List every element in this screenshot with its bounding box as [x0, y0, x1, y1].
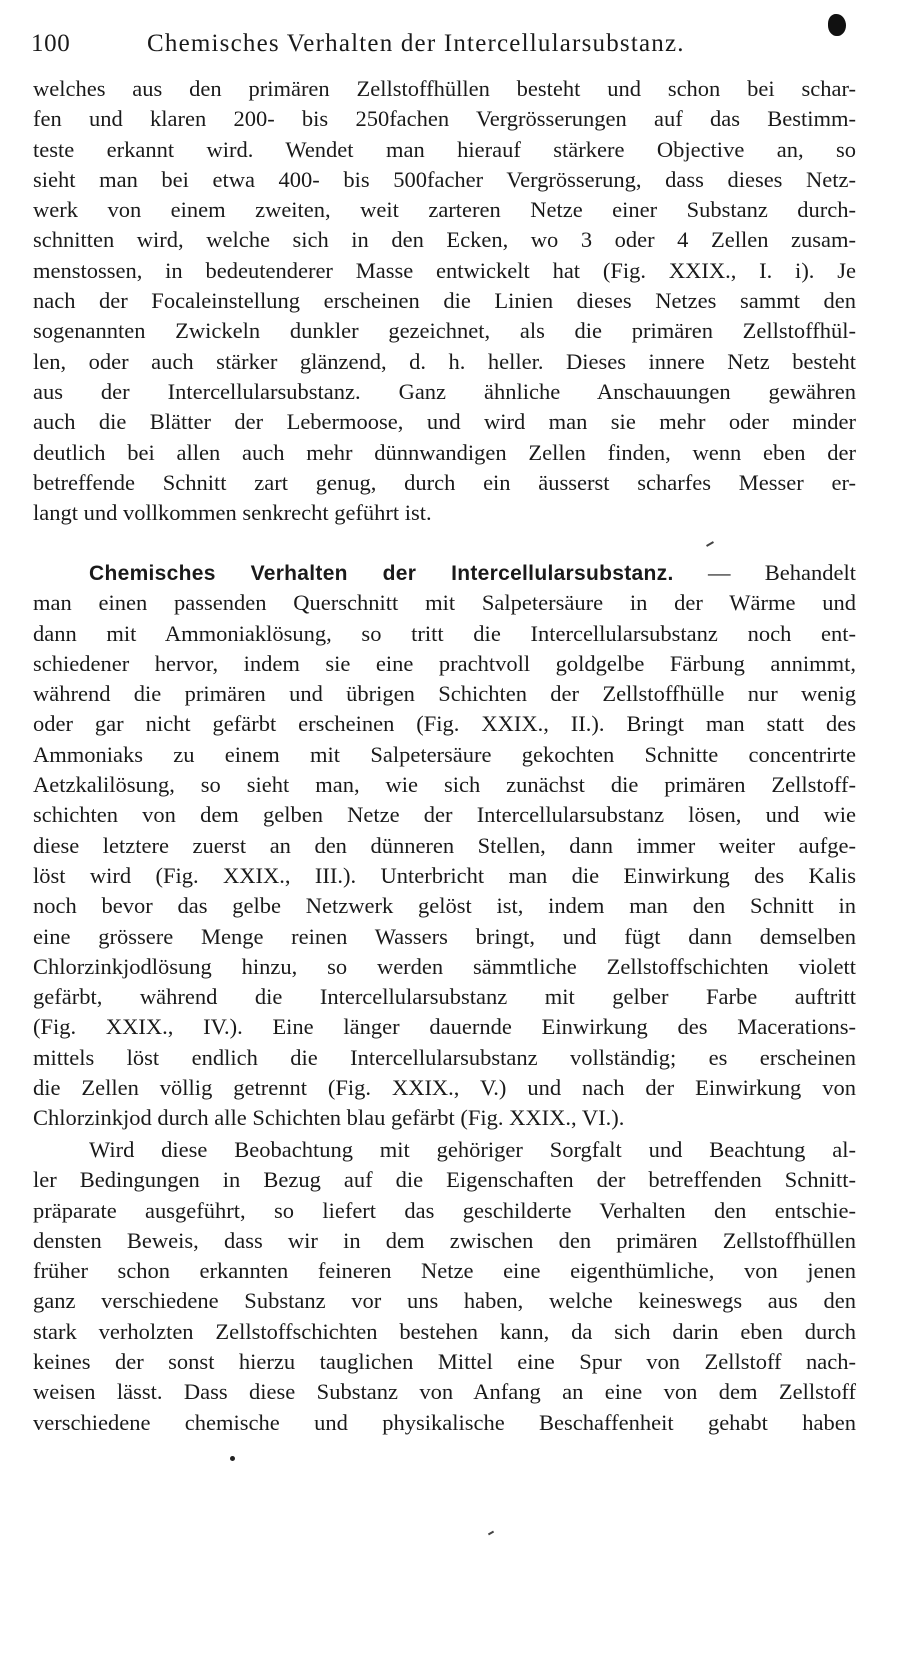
text-line: Chlorzinkjod durch alle Schichten blau gefärbt (Fig. XXIX., VI.).: [33, 1105, 625, 1131]
text-line: nach der Focaleinstellung erscheinen die Linien dieses Netzes sammt den: [33, 288, 856, 314]
section-paragraph: [33, 558, 856, 1134]
text-line: fen und klaren 200- bis 250fachen Vergrösserungen auf das Bestimm-: [33, 106, 856, 132]
ink-blot-mark: [828, 14, 846, 36]
text-line: menstossen, in bedeutenderer Masse entwickelt hat (Fig. XXIX., I. i). Je: [33, 257, 856, 283]
section-first-line: [33, 558, 856, 588]
text-line: früher schon erkannten feineren Netze eine eigenthümliche, von jenen: [33, 1258, 856, 1284]
text-line: während die primären und übrigen Schichten der Zellstoffhülle nur wenig: [33, 681, 856, 707]
section-heading-continuation: — Behandelt: [707, 560, 856, 585]
text-line: welches aus den primären Zellstoffhüllen besteht und schon bei schar-: [33, 76, 856, 101]
text-line: eine grössere Menge reinen Wassers bringt, und fügt dann demselben: [33, 923, 856, 949]
text-line: sieht man bei etwa 400- bis 500facher Vergrösserung, dass dieses Netz-: [33, 166, 856, 192]
text-line: stark verholzten Zellstoffschichten bestehen kann, da sich darin eben durch: [33, 1318, 856, 1344]
text-line: auch die Blätter der Lebermoose, und wird man sie mehr oder minder: [33, 409, 856, 435]
text-line: aus der Intercellularsubstanz. Ganz ähnliche Anschauungen gewähren: [33, 378, 856, 404]
text-line: werk von einem zweiten, weit zarteren Netze einer Substanz durch-: [33, 197, 856, 223]
text-line: verschiedene chemische und physikalische Beschaffenheit gehabt haben: [33, 1409, 856, 1435]
page-number: 100: [31, 30, 71, 57]
text-line: gefärbt, während die Intercellularsubstanz mit gelber Farbe auftritt: [33, 984, 856, 1010]
text-line: dann mit Ammoniaklösung, so tritt die Intercellularsubstanz noch ent-: [33, 620, 856, 646]
text-line: densten Beweis, dass wir in dem zwischen den primären Zellstoffhüllen: [33, 1227, 856, 1253]
section-heading: Chemisches Verhalten der Intercellularsubstanz.: [89, 562, 674, 585]
text-line: ler Bedingungen in Bezug auf die Eigenschaften der betreffenden Schnitt-: [33, 1167, 856, 1193]
text-line: schichten von dem gelben Netze der Intercellularsubstanz lösen, und wie: [33, 802, 856, 828]
paragraph-1: [33, 74, 856, 528]
text-line: oder gar nicht gefärbt erscheinen (Fig. XXIX., II.). Bringt man statt des: [33, 711, 856, 737]
text-line: Ammoniaks zu einem mit Salpetersäure gekochten Schnitte concentrirte: [33, 741, 856, 767]
running-head-title: Chemisches Verhalten der Intercellularsubstanz.: [147, 30, 685, 57]
text-line: len, oder auch stärker glänzend, d. h. heller. Dieses innere Netz besteht: [33, 348, 856, 374]
stray-tick-mark: [488, 1531, 494, 1536]
text-line: Chlorzinkjodlösung hinzu, so werden sämmtliche Zellstoffschichten violett: [33, 953, 856, 979]
text-line: man einen passenden Querschnitt mit Salpetersäure in der Wärme und: [33, 590, 856, 616]
stray-dot-mark: [230, 1456, 235, 1461]
text-line: schiedener hervor, indem sie eine prachtvoll goldgelbe Färbung annimmt,: [33, 650, 856, 676]
text-line: die Zellen völlig getrennt (Fig. XXIX., V.) und nach der Einwirkung von: [33, 1075, 856, 1101]
text-line: mittels löst endlich die Intercellularsubstanz vollständig; es erscheinen: [33, 1044, 856, 1070]
text-line: diese letztere zuerst an den dünneren Stellen, dann immer weiter aufge-: [33, 832, 856, 858]
stray-tick-mark: [706, 541, 714, 547]
text-line: präparate ausgeführt, so liefert das geschilderte Verhalten den entschie-: [33, 1197, 856, 1223]
text-line: Aetzkalilösung, so sieht man, wie sich zunächst die primären Zellstoff-: [33, 772, 856, 798]
text-line: noch bevor das gelbe Netzwerk gelöst ist, indem man den Schnitt in: [33, 893, 856, 919]
text-line: langt und vollkommen senkrecht geführt ist.: [33, 500, 432, 526]
text-line: sogenannten Zwickeln dunkler gezeichnet, als die primären Zellstoffhül-: [33, 318, 856, 344]
text-line: (Fig. XXIX., IV.). Eine länger dauernde Einwirkung des Macerations-: [33, 1014, 856, 1040]
text-line: teste erkannt wird. Wendet man hierauf stärkere Objective an, so: [33, 136, 856, 162]
text-line: ganz verschiedene Substanz vor uns haben, welche keineswegs aus den: [33, 1288, 856, 1314]
text-line: löst wird (Fig. XXIX., III.). Unterbricht man die Einwirkung des Kalis: [33, 862, 856, 888]
text-line: schnitten wird, welche sich in den Ecken, wo 3 oder 4 Zellen zusam-: [33, 227, 856, 253]
text-line: betreffende Schnitt zart genug, durch ein äusserst scharfes Messer er-: [33, 469, 856, 495]
text-line: deutlich bei allen auch mehr dünnwandigen Zellen finden, wenn eben der: [33, 439, 856, 465]
paragraph-3: [33, 1135, 856, 1438]
text-line: Wird diese Beobachtung mit gehöriger Sorgfalt und Beachtung al-: [89, 1137, 856, 1162]
text-line: keines der sonst hierzu tauglichen Mittel eine Spur von Zellstoff nach-: [33, 1349, 856, 1375]
text-line: weisen lässt. Dass diese Substanz von Anfang an eine von dem Zellstoff: [33, 1379, 856, 1405]
running-head: [31, 30, 851, 64]
